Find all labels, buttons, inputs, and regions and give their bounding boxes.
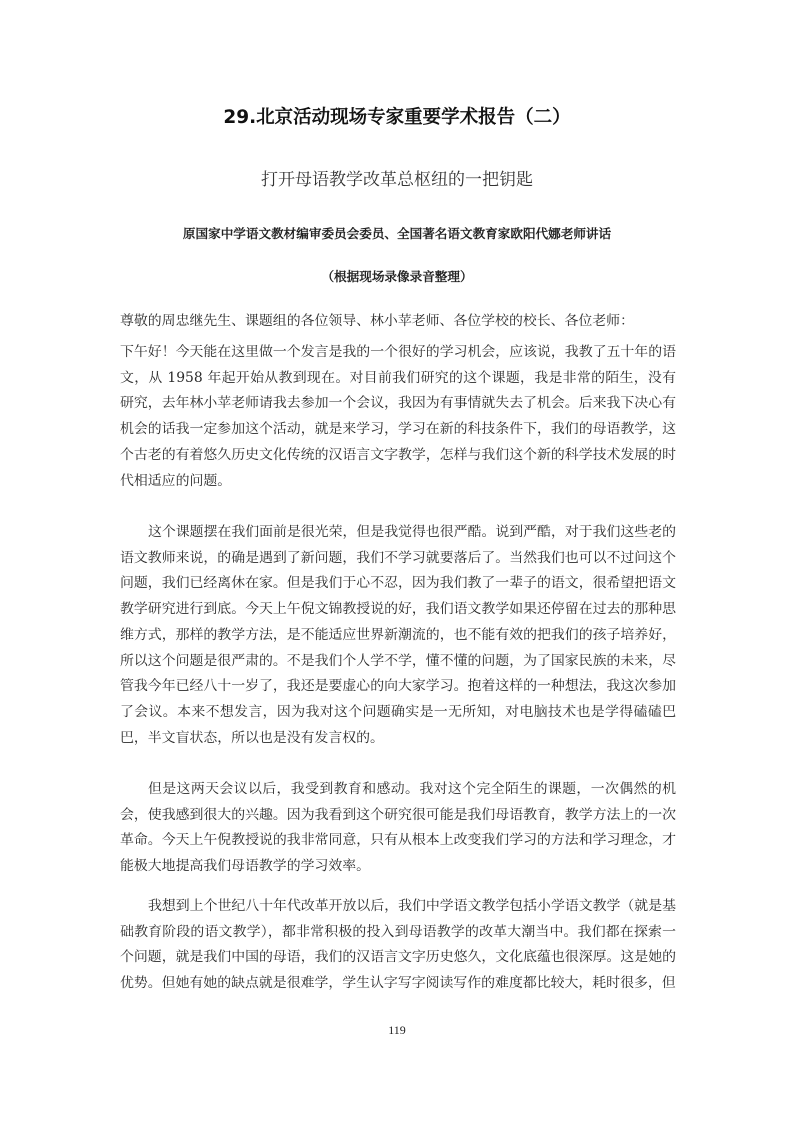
paragraph-3: 但是这两天会议以后，我受到教育和感动。我对这个完全陌生的课题，一次偶然的机会，使我感到很大的兴趣。因为我看到这个研究很可能是我们母语教育，教学方法上的一次革命。今天上午倪教授说的我非常同意，只有从根本上改变我们学习的方法和学习理念，才能极大地提高我们母语教学的学习效率。 [120,781,676,875]
paragraph-4: 我想到上个世纪八十年代改革开放以后，我们中学语文教学包括小学语文教学（就是基础教育阶段的语文教学），都非常积极的投入到母语教学的改革大潮当中。我们都在探索一个问题，就是我们中国的母语，我们的汉语言文字历史悠久，文化底蕴也很深厚。这是她的优势。但她有她的缺点就是很难学，学生认字写字阅读写作的难度都比较大，耗时很多，但 [120,898,676,992]
page-number: 119 [388,1023,406,1037]
speaker-line: 原国家中学语文教材编审委员会委员、全国著名语文教育家欧阳代娜老师讲话 [182,226,612,241]
greeting: 尊敬的周忠继先生、课题组的各位领导、林小苹老师、各位学校的校长、各位老师： [120,313,634,329]
paragraph-1: 下午好！今天能在这里做一个发言是我的一个很好的学习机会，应该说，我教了五十年的语文，从 1958 年起开始从教到现在。对目前我们研究的这个课题，我是非常的陌生，没有研究，去年林小苹老师请我去参加一个会议，我因为有事情就失去了机会。后来我下决心有机会的话我一定参加这个活动，就是来学习，学习在新的科技条件下，我们的母语教学，这个古老的有着悠久历史文化传统的汉语言文字教学，怎样与我们这个新的科学技术发展的时代相适应的问题。 [120,344,676,489]
report-title: 29.北京活动现场专家重要学术报告（二） [223,107,571,128]
paragraph-2: 这个课题摆在我们面前是很光荣，但是我觉得也很严酷。说到严酷，对于我们这些老的语文教师来说，的确是遇到了新问题，我们不学习就要落后了。当然我们也可以不过问这个问题，我们已经离休在家。但是我们于心不忍，因为我们教了一辈子的语文，很希望把语文教学研究进行到底。今天上午倪文锦教授说的好，我们语文教学如果还停留在过去的那种思维方式，那样的教学方法，是不能适应世界新潮流的，也不能有效的把我们的孩子培养好，所以这个问题是很严肃的。不是我们个人学不学，懂不懂的问题，为了国家民族的未来，尽管我今年已经八十一岁了，我还是要虚心的向大家学习。抱着这样的一种想法，我这次参加了会议。本来不想发言，因为我对这个问题确实是一无所知，对电脑技术也是学得磕磕巴巴，半文盲状态，所以也是没有发言权的。 [120,524,676,746]
transcription-note: （根据现场录像录音整理） [321,269,473,284]
report-subtitle: 打开母语教学改革总枢纽的一把钥匙 [261,170,533,190]
